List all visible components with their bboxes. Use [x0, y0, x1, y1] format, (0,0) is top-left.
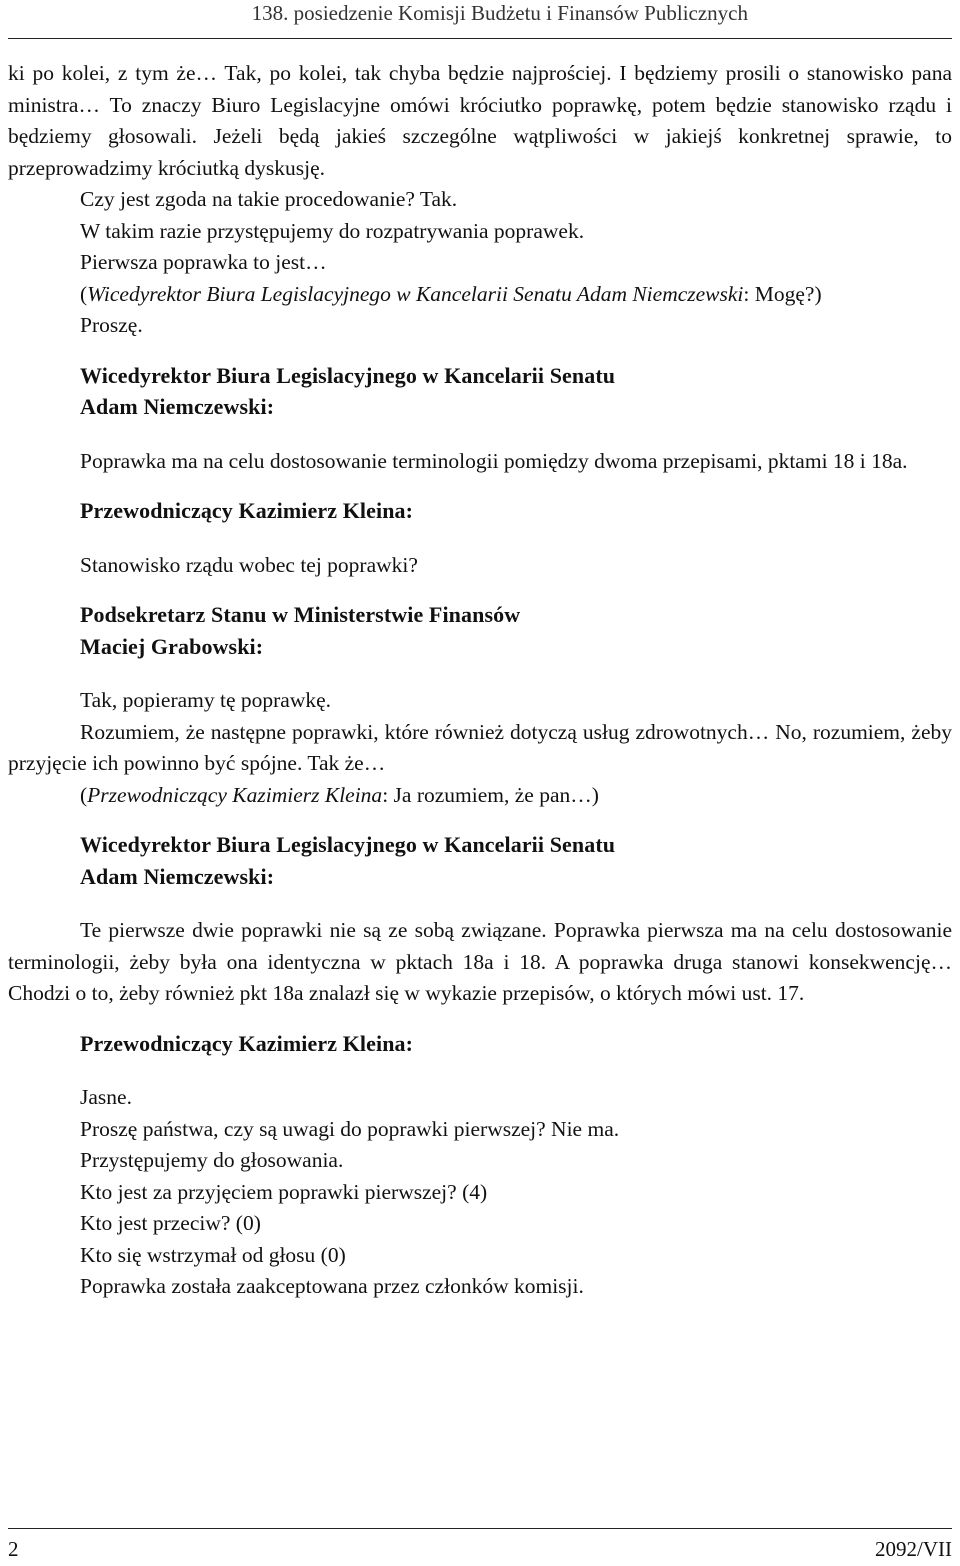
speaker-heading: [8, 495, 952, 527]
paragraph: Kto jest przeciw? (0): [80, 1211, 261, 1235]
speaker-name: Adam Niemczewski:: [80, 394, 275, 419]
page-number: 2: [8, 1537, 19, 1561]
interjection-text: : Mogę?): [743, 281, 822, 306]
paragraph: Przystępujemy do głosowania.: [80, 1148, 344, 1172]
speaker-heading: [8, 1028, 952, 1060]
paragraph: Te pierwsze dwie poprawki nie są ze sobą związane. Poprawka pierwsza ma na celu dostosowanie terminologii, żeby była ona identyczna w pktach 18a i 18. A poprawka druga stanowi konsekwencję… Chodzi o to, żeby również pkt 18a znalazł się w wykazie przepisów, o których mówi ust. 17.: [8, 918, 952, 1005]
paragraph: Kto jest za przyjęciem poprawki pierwszej? (4): [80, 1179, 488, 1204]
speaker-name: Przewodniczący Kazimierz Kleina:: [80, 498, 414, 523]
speaker-heading: [8, 599, 952, 662]
speaker-title: Wicedyrektor Biura Legislacyjnego w Kancelarii Senatu: [80, 832, 616, 857]
page-footer: [8, 1528, 952, 1566]
document-code: 2092/VII: [875, 1537, 952, 1561]
paragraph: Czy jest zgoda na takie procedowanie? Tak.: [80, 187, 458, 211]
paragraph: Kto się wstrzymał od głosu (0): [80, 1242, 346, 1267]
paragraph: ki po kolei, z tym że… Tak, po kolei, tak chyba będzie najprościej. I będziemy prosili o stanowisko pana ministra… To znaczy Biuro Legislacyjne omówi króciutko poprawkę, potem będzie stanowisko rządu i będziemy głosowali. Jeżeli będą jakieś szczególne wątpliwości w jakiejś konkretnej sprawie, to przeprowadzimy króciutką dyskusję.: [8, 61, 952, 180]
speaker-name: Maciej Grabowski:: [80, 633, 264, 659]
paragraph: Proszę.: [80, 313, 143, 337]
speaker-title: Wicedyrektor Biura Legislacyjnego w Kancelarii Senatu: [80, 362, 616, 388]
header-title: 138. posiedzenie Komisji Budżetu i Finansów Publicznych: [251, 1, 748, 25]
paragraph: Tak, popieramy tę poprawkę.: [80, 688, 332, 712]
paragraph: Stanowisko rządu wobec tej poprawki?: [80, 552, 418, 577]
speaker-heading: [8, 829, 952, 892]
speaker-heading: [8, 360, 952, 423]
paragraph: Pierwsza poprawka to jest…: [80, 250, 327, 274]
paragraph: Rozumiem, że następne poprawki, które również dotyczą usług zdrowotnych… No, rozumiem, żeby przyjęcie ich powinno być spójne. Tak że…: [8, 719, 952, 775]
paragraph: Poprawka ma na celu dostosowanie terminologii pomiędzy dwoma przepisami, pktami 18 i 18a.: [80, 448, 908, 473]
speaker-title: Podsekretarz Stanu w Ministerstwie Finansów: [80, 602, 521, 627]
paragraph: Poprawka została zaakceptowana przez członków komisji.: [80, 1274, 584, 1298]
interjection-speaker: Przewodniczący Kazimierz Kleina: [87, 782, 383, 807]
interjection: [8, 780, 952, 812]
transcript-body: [8, 58, 952, 1303]
interjection: [8, 279, 952, 311]
interjection-open: (: [80, 782, 88, 807]
interjection-open: (: [80, 281, 88, 306]
speaker-name: Adam Niemczewski:: [80, 863, 275, 889]
paragraph: Proszę państwa, czy są uwagi do poprawki pierwszej? Nie ma.: [80, 1116, 620, 1141]
paragraph: Jasne.: [80, 1085, 132, 1109]
paragraph: W takim razie przystępujemy do rozpatrywania poprawek.: [80, 218, 585, 243]
interjection-text: : Ja rozumiem, że pan…): [382, 782, 599, 807]
page-header: [8, 0, 952, 39]
speaker-name: Przewodniczący Kazimierz Kleina:: [80, 1030, 414, 1056]
interjection-speaker: Wicedyrektor Biura Legislacyjnego w Kancelarii Senatu Adam Niemczewski: [87, 281, 744, 306]
